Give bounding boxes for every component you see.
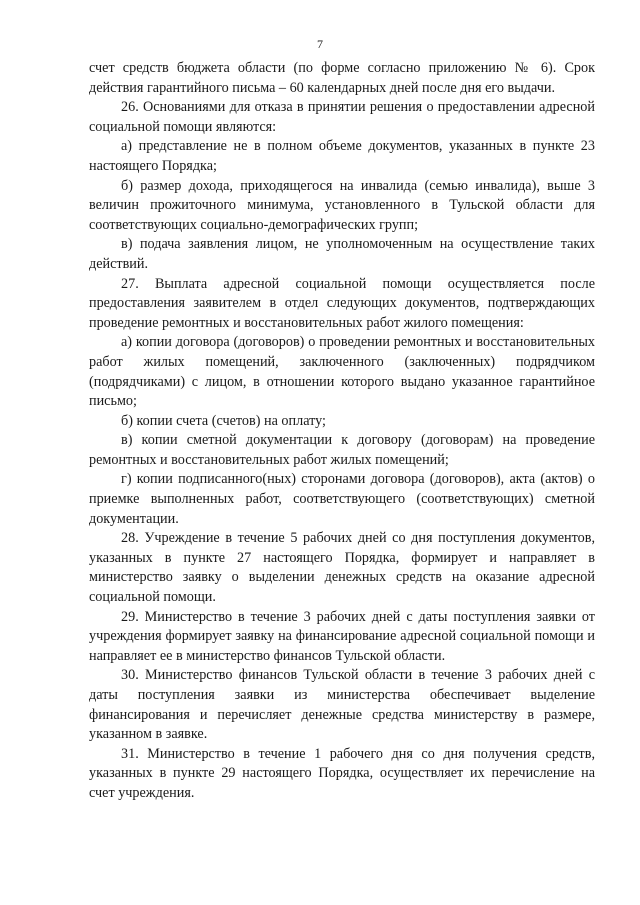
paragraph-item-29: 29. Министерство в течение 3 рабочих дней с даты поступления заявки от учреждения формирует заявку на финансирование адресной социальной помощи и направляет ее в министерство финансов Тульской области. — [89, 608, 595, 664]
paragraph-item-27: 27. Выплата адресной социальной помощи осуществляется после предоставления заявителем в отдел следующих документов, подтверждающих проведение ремонтных и восстановительных работ жилого помещения: — [89, 275, 595, 331]
paragraph-item-31: 31. Министерство в течение 1 рабочего дня со дня получения средств, указанных в пункте 29 настоящего Порядка, осуществляет их перечисление на счет учреждения. — [89, 745, 595, 801]
paragraph-item-27-b: б) копии счета (счетов) на оплату; — [121, 412, 326, 429]
paragraph-item-27-v: в) копии сметной документации к договору (договорам) на проведение ремонтных и восстановительных работ жилых помещений; — [89, 432, 595, 468]
paragraph-item-27-a: а) копии договора (договоров) о проведении ремонтных и восстановительных работ жилых помещений, заключенного (заключенных) подрядчиком (подрядчиками) с лицом, в отношении которого выдано указанное гарантийное письмо; — [89, 334, 595, 410]
paragraph-item-28: 28. Учреждение в течение 5 рабочих дней со дня поступления документов, указанных в пункте 27 настоящего Порядка, формирует и направляет в министерство заявку о выделении денежных средств на оказание адресной социальной помощи. — [89, 530, 595, 606]
paragraph-item-26-b: б) размер дохода, приходящегося на инвалида (семью инвалида), выше 3 величин прожиточного минимума, установленного в Тульской области для соответствующих социально-демографических групп; — [89, 177, 595, 233]
paragraph-item-26: 26. Основаниями для отказа в принятии решения о предоставлении адресной социальной помощи являются: — [89, 99, 595, 135]
paragraph-item-26-a: а) представление не в полном объеме документов, указанных в пункте 23 настоящего Порядка; — [89, 138, 595, 174]
paragraph-item-27-g: г) копии подписанного(ных) сторонами договора (договоров), акта (актов) о приемке выполненных работ, соответствующего (соответствующих) сметной документации. — [89, 471, 595, 527]
document-body — [89, 59, 595, 804]
paragraph-item-30: 30. Министерство финансов Тульской области в течение 3 рабочих дней с даты поступления заявки из министерства обеспечивает выделение финансирования и перечисляет денежные средства министерству в размере, указанном в заявке. — [89, 667, 595, 743]
paragraph-item-26-v: в) подача заявления лицом, не уполномоченным на осуществление таких действий. — [89, 236, 595, 272]
paragraph-continuation: счет средств бюджета области (по форме согласно приложению № 6). Срок действия гарантийного письма – 60 календарных дней после дня его выдачи. — [89, 60, 595, 96]
page-number: 7 — [317, 37, 323, 51]
